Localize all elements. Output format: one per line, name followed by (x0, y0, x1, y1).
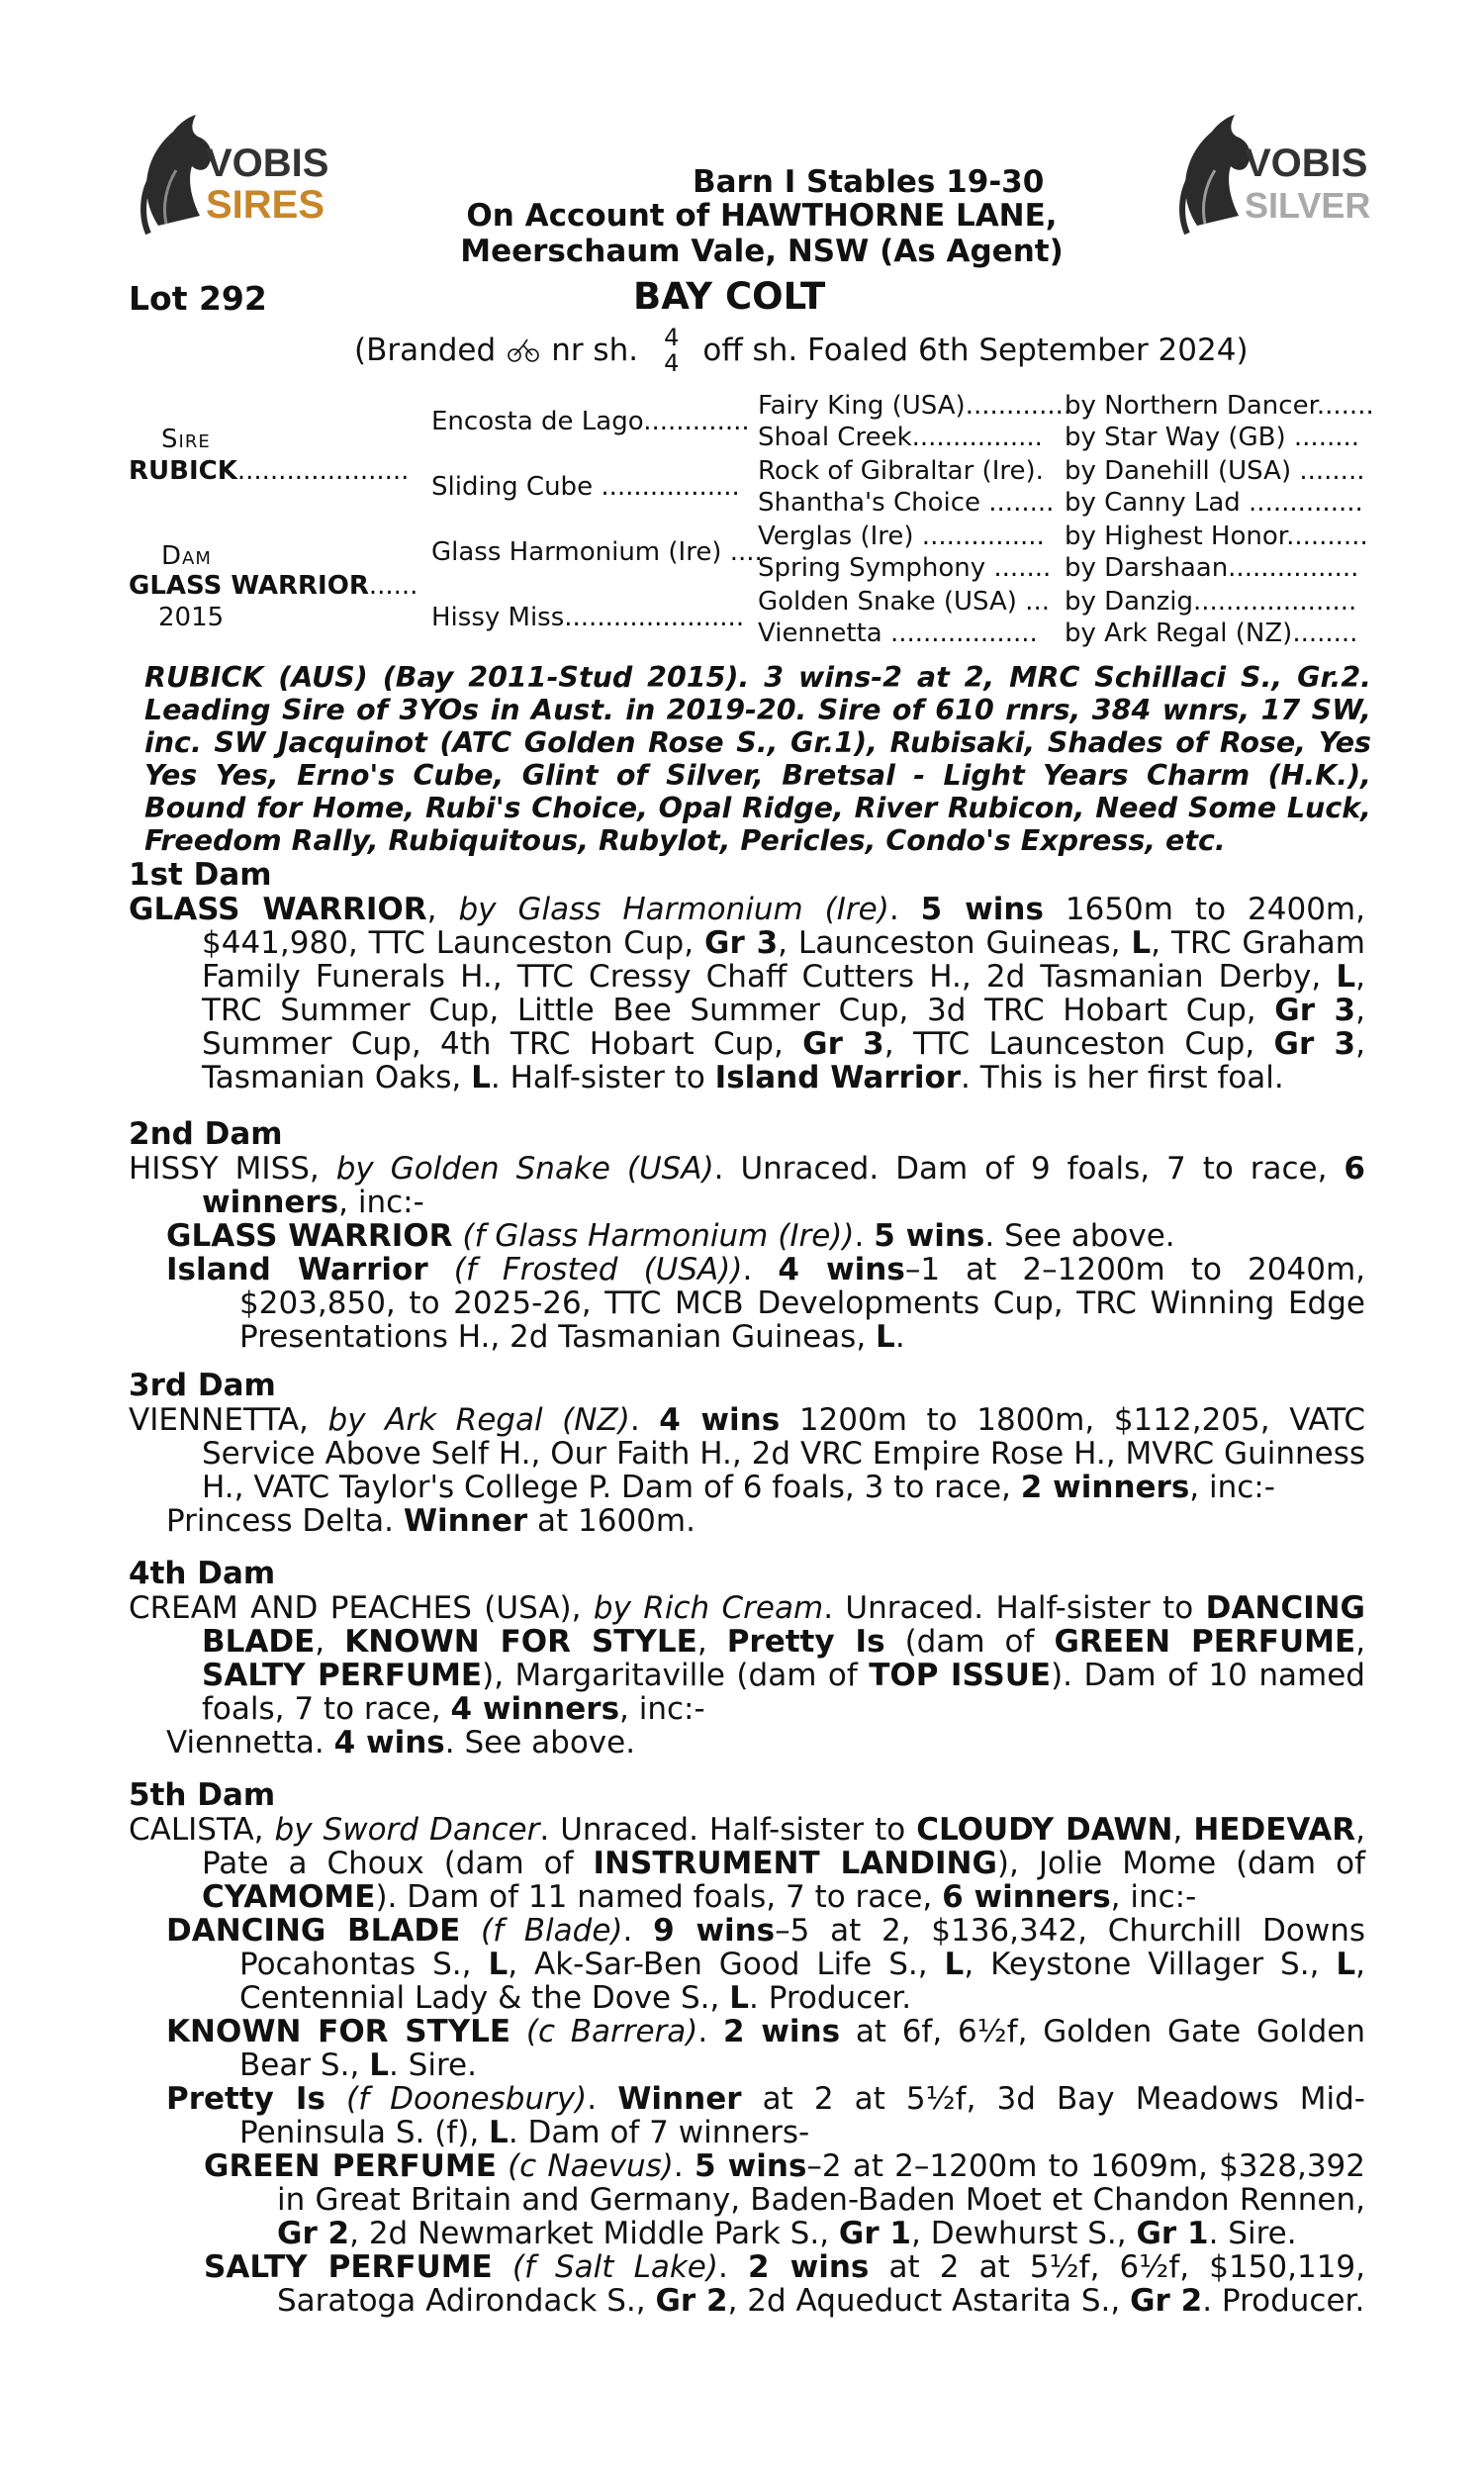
brand-line (354, 325, 1249, 376)
fourth-dam-section (129, 1556, 1365, 1760)
progeny-entry: GLASS WARRIOR (f Glass Harmonium (Ire)). 5 wins. See above. (166, 1218, 1175, 1254)
vendor-line: On Account of HAWTHORNE LANE, (466, 198, 1058, 234)
sire-name: RUBICK..................... (129, 456, 410, 486)
progeny-entry: DANCING BLADE (f Blade). 9 wins–5 at 2, $136,342, Churchill Downs Pocahontas S., L, Ak-Sar-Ben Good Life S., L, Keystone Villager S., L, Centennial Lady & the Dove S., L. Producer. (166, 1913, 1366, 2016)
section-heading: 5th Dam (129, 1777, 276, 1813)
ggp-4-by: by Canny Lad .............. (1065, 488, 1363, 518)
section-heading: 1st Dam (129, 857, 272, 893)
section-heading: 4th Dam (129, 1556, 276, 1591)
brand-prefix: (Branded (354, 333, 497, 368)
vendor-location: Meerschaum Vale, NSW (As Agent) (460, 234, 1064, 269)
second-dam-section (129, 1116, 1365, 1354)
barn-location: Barn I Stables 19-30 (693, 164, 1045, 200)
fraction-top: 4 (664, 324, 680, 351)
dam-label: Dam (161, 541, 212, 571)
lot-title: BAY COLT (633, 275, 826, 318)
ggp-5-by: by Highest Honor.......... (1065, 522, 1368, 551)
fraction-bottom: 4 (664, 349, 680, 377)
ggp-1-by: by Northern Dancer....... (1065, 391, 1374, 421)
horse-head-icon (1158, 107, 1371, 255)
granddam-2: Hissy Miss...................... (431, 603, 745, 632)
progeny-entry: Island Warrior (f Frosted (USA)). 4 wins–1 at 2–1200m to 2040m, $203,850, to 2025-26, TTC MCB Developments Cup, TRC Winning Edge Presentations H., 2d Tasmanian Guineas, L. (166, 1252, 1365, 1355)
dam-entry: HISSY MISS, by Golden Snake (USA). Unraced. Dam of 9 foals, 7 to race, 6 winners, inc:- (129, 1151, 1365, 1220)
ggp-3: Rock of Gibraltar (Ire). (758, 456, 1044, 486)
svg-text:SIRES: SIRES (206, 183, 325, 227)
brand-suffix: off sh. Foaled 6th September 2024) (702, 333, 1249, 368)
ggp-5: Verglas (Ire) ............... (758, 522, 1045, 551)
vobis-silver-logo (1158, 107, 1371, 255)
ggp-1: Fairy King (USA)............. (758, 391, 1072, 421)
svg-text:VOBIS: VOBIS (206, 142, 329, 185)
brand-mark-icon (506, 335, 541, 365)
sire-label: Sire (161, 425, 211, 454)
ggp-7-by: by Danzig.................... (1065, 587, 1357, 617)
dam-entry: VIENNETTA, by Ark Regal (NZ). 4 wins 1200m to 1800m, $112,205, VATC Service Above Self H., Our Faith H., 2d VRC Empire Rose H., MVRC Guinness H., VATC Taylor's College P. Dam of 6 foals, 3 to race, 2 winners, inc:- (129, 1402, 1365, 1505)
grand-progeny-entry: GREEN PERFUME (c Naevus). 5 wins–2 at 2–1200m to 1609m, $328,392 in Great Britain and Germany, Baden-Baden Moet et Chandon Rennen, Gr 2, 2d Newmarket Middle Park S., Gr 1, Dewhurst S., Gr 1. Sire. (204, 2148, 1365, 2251)
dam-entry: GLASS WARRIOR, by Glass Harmonium (Ire). 5 wins 1650m to 2400m, $441,980, TTC Launceston Cup, Gr 3, Launceston Guineas, L, TRC Graham Family Funerals H., TTC Cressy Chaff Cutters H., 2d Tasmanian Derby, L, TRC Summer Cup, Little Bee Summer Cup, 3d TRC Hobart Cup, Gr 3, Summer Cup, 4th TRC Hobart Cup, Gr 3, TTC Launceston Cup, Gr 3, Tasmanian Oaks, L. Half-sister to Island Warrior. This is her first foal. (129, 892, 1365, 1095)
progeny-entry: Viennetta. 4 wins. See above. (166, 1725, 636, 1760)
granddam-1: Sliding Cube ................. (431, 472, 740, 502)
progeny-entry: Pretty Is (f Doonesbury). Winner at 2 at 5½f, 3d Bay Meadows Mid-Peninsula S. (f), L. Dam of 7 winners- (166, 2081, 1365, 2150)
lot-number: Lot 292 (129, 279, 267, 318)
fifth-dam-section (129, 1777, 1365, 2318)
dam-entry: CREAM AND PEACHES (USA), by Rich Cream. Unraced. Half-sister to DANCING BLADE, KNOWN FOR STYLE, Pretty Is (dam of GREEN PERFUME, SALTY PERFUME), Margaritaville (dam of TOP ISSUE). Dam of 10 named foals, 7 to race, 4 winners, inc:- (129, 1590, 1366, 1727)
progeny-entry: KNOWN FOR STYLE (c Barrera). 2 wins at 6f, 6½f, Golden Gate Golden Bear S., L. Sire. (166, 2014, 1365, 2083)
grand-progeny-entry: SALTY PERFUME (f Salt Lake). 2 wins at 2 at 5½f, 6½f, $150,119, Saratoga Adirondack S., Gr 2, 2d Aqueduct Astarita S., Gr 2. Producer. (204, 2249, 1365, 2319)
third-dam-section (129, 1368, 1365, 1538)
progeny-entry: Princess Delta. Winner at 1600m. (166, 1503, 696, 1539)
section-heading: 3rd Dam (129, 1368, 276, 1403)
sire-summary: RUBICK (AUS) (Bay 2011-Stud 2015). 3 wins-2 at 2, MRC Schillaci S., Gr.2. Leading Sire of 3YOs in Aust. in 2019-20. Sire of 610 rnrs, 384 wnrs, 17 SW, inc. SW Jacquinot (ATC Golden Rose S., Gr.1), Rubisaki, Shades of Rose, Yes Yes Yes, Erno's Cube, Glint of Silver, Bretsal - Light Years Charm (H.K.), Bound for Home, Rubi's Choice, Opal Ridge, River Rubicon, Need Some Luck, Freedom Rally, Rubiquitous, Rubylot, Pericles, Condo's Express, etc. (144, 661, 1371, 857)
grandsire-1: Encosta de Lago............. (431, 407, 750, 436)
ggp-8: Viennetta .................. (758, 618, 1038, 648)
ggp-2: Shoal Creek................ (758, 423, 1043, 452)
section-heading: 2nd Dam (129, 1116, 283, 1152)
ggp-6-by: by Darshaan................ (1065, 553, 1359, 583)
ggp-3-by: by Danehill (USA) ........ (1065, 456, 1365, 486)
horse-head-icon (119, 107, 329, 255)
ggp-4: Shantha's Choice ........ (758, 488, 1055, 518)
dam-entry: CALISTA, by Sword Dancer. Unraced. Half-sister to CLOUDY DAWN, HEDEVAR, Pate a Choux (dam of INSTRUMENT LANDING), Jolie Mome (dam of CYAMOME). Dam of 11 named foals, 7 to race, 6 winners, inc:- (129, 1812, 1365, 1915)
brand-fraction (664, 325, 679, 376)
ggp-6: Spring Symphony ....... (758, 553, 1052, 583)
ggp-8-by: by Ark Regal (NZ)........ (1065, 618, 1358, 648)
ggp-2-by: by Star Way (GB) ........ (1065, 423, 1360, 452)
svg-text:VOBIS: VOBIS (1245, 142, 1368, 185)
ggp-7: Golden Snake (USA) ... (758, 587, 1050, 617)
dam-year: 2015 (158, 603, 225, 632)
dam-name: GLASS WARRIOR...... (129, 571, 418, 601)
first-dam-section (129, 857, 1365, 1094)
vobis-sires-logo (119, 107, 329, 255)
brand-mid: nr sh. (551, 333, 639, 368)
svg-text:SILVER: SILVER (1245, 185, 1371, 226)
grandsire-2: Glass Harmonium (Ire) .... (431, 537, 763, 567)
